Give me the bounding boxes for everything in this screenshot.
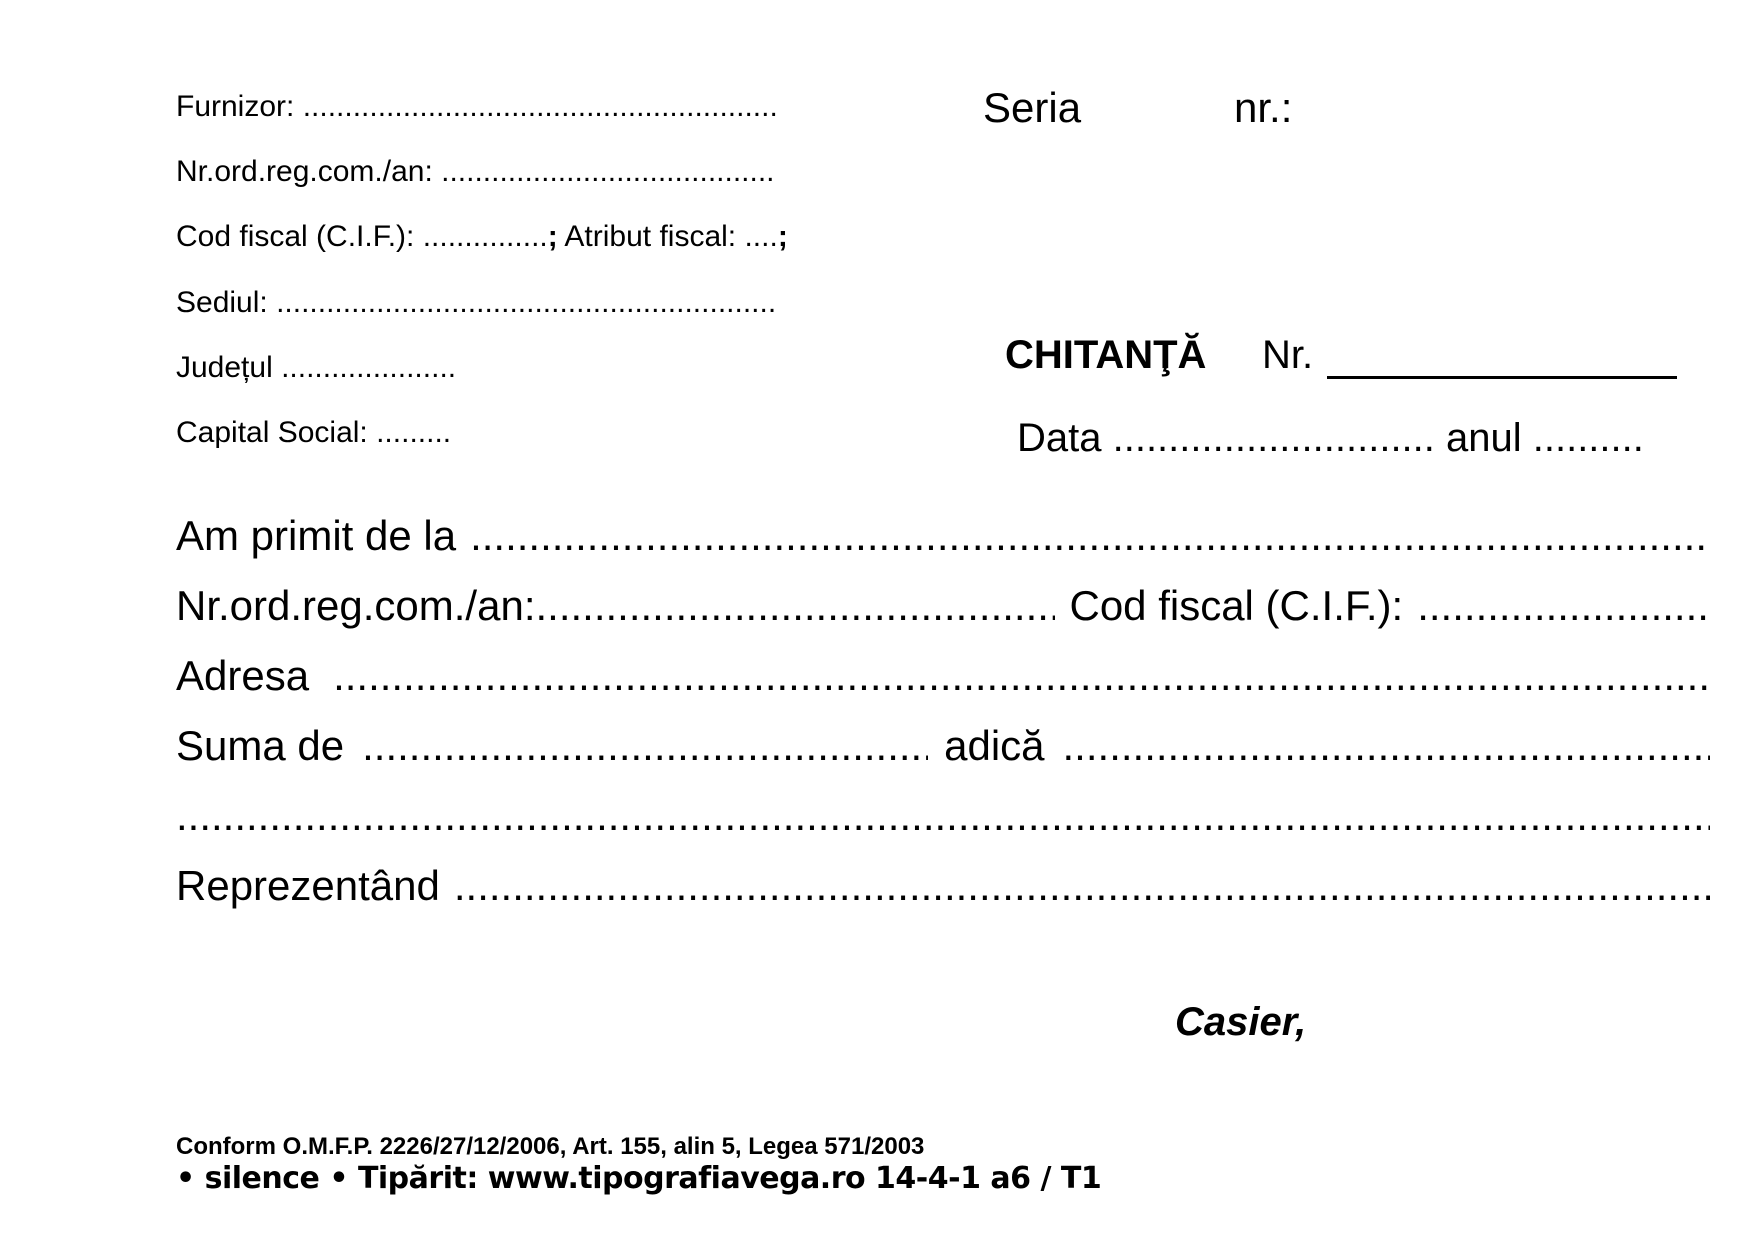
receipt-nr-field[interactable] [1327,376,1677,379]
supplier-capital-social: Capital Social: ......... [176,416,452,449]
series-nr-label: nr.: [1234,84,1293,131]
suma-row[interactable] [176,722,1710,770]
printer-footer: • silence • Tipărit: www.tipografiavega.ro 14-4-1 a6 / T1 [176,1161,1102,1196]
fill-dots [362,722,928,770]
fill-dots [333,652,1710,700]
receipt-nr-label: Nr. [1262,333,1314,377]
fill-dots [1063,722,1710,770]
client-nr-ord-label: Nr.ord.reg.com./an: [176,582,536,629]
adresa-row[interactable] [176,652,1710,700]
reprezentand-label: Reprezentând [176,862,440,909]
supplier-cod-fiscal [176,222,788,252]
supplier-furnizor: Furnizor: ......................................................... [176,90,778,123]
fill-dots [454,862,1710,910]
receipt-title: CHITANŢĂ [1005,333,1207,377]
client-cod-fiscal-label: Cod fiscal (C.I.F.): [1069,582,1404,629]
separator-semicolon: ; [547,220,558,253]
supplier-judetul: Județul ..................... [176,351,457,384]
am-primit-row[interactable] [176,512,1710,560]
fill-dots [470,512,1710,560]
supplier-nr-ord: Nr.ord.reg.com./an: ........................................ [176,155,775,188]
fill-dots [176,792,1710,840]
supplier-sediul: Sediul: ............................................................ [176,286,777,319]
seria-label: Seria [983,84,1082,131]
client-fiscal-row[interactable] [176,582,1710,630]
receipt-date-line: Data ............................. anul .......... [1017,416,1644,460]
fill-dots [535,582,1055,630]
legal-footer: Conform O.M.F.P. 2226/27/12/2006, Art. 155, alin 5, Legea 571/2003 [176,1133,925,1160]
am-primit-label: Am primit de la [176,512,457,559]
adresa-label: Adresa [176,652,310,699]
suma-de-label: Suma de [176,722,345,769]
supplier-atribut-fiscal: Atribut fiscal: .... [557,220,778,253]
reprezentand-row[interactable] [176,862,1710,910]
adica-label: adică [944,722,1045,769]
casier-label: Casier, [1175,1000,1307,1044]
suma-continuation-row[interactable] [176,792,1710,840]
separator-semicolon: ; [777,220,788,253]
fill-dots [1417,582,1710,630]
supplier-cod-fiscal-label: Cod fiscal (C.I.F.): ............... [176,220,548,253]
